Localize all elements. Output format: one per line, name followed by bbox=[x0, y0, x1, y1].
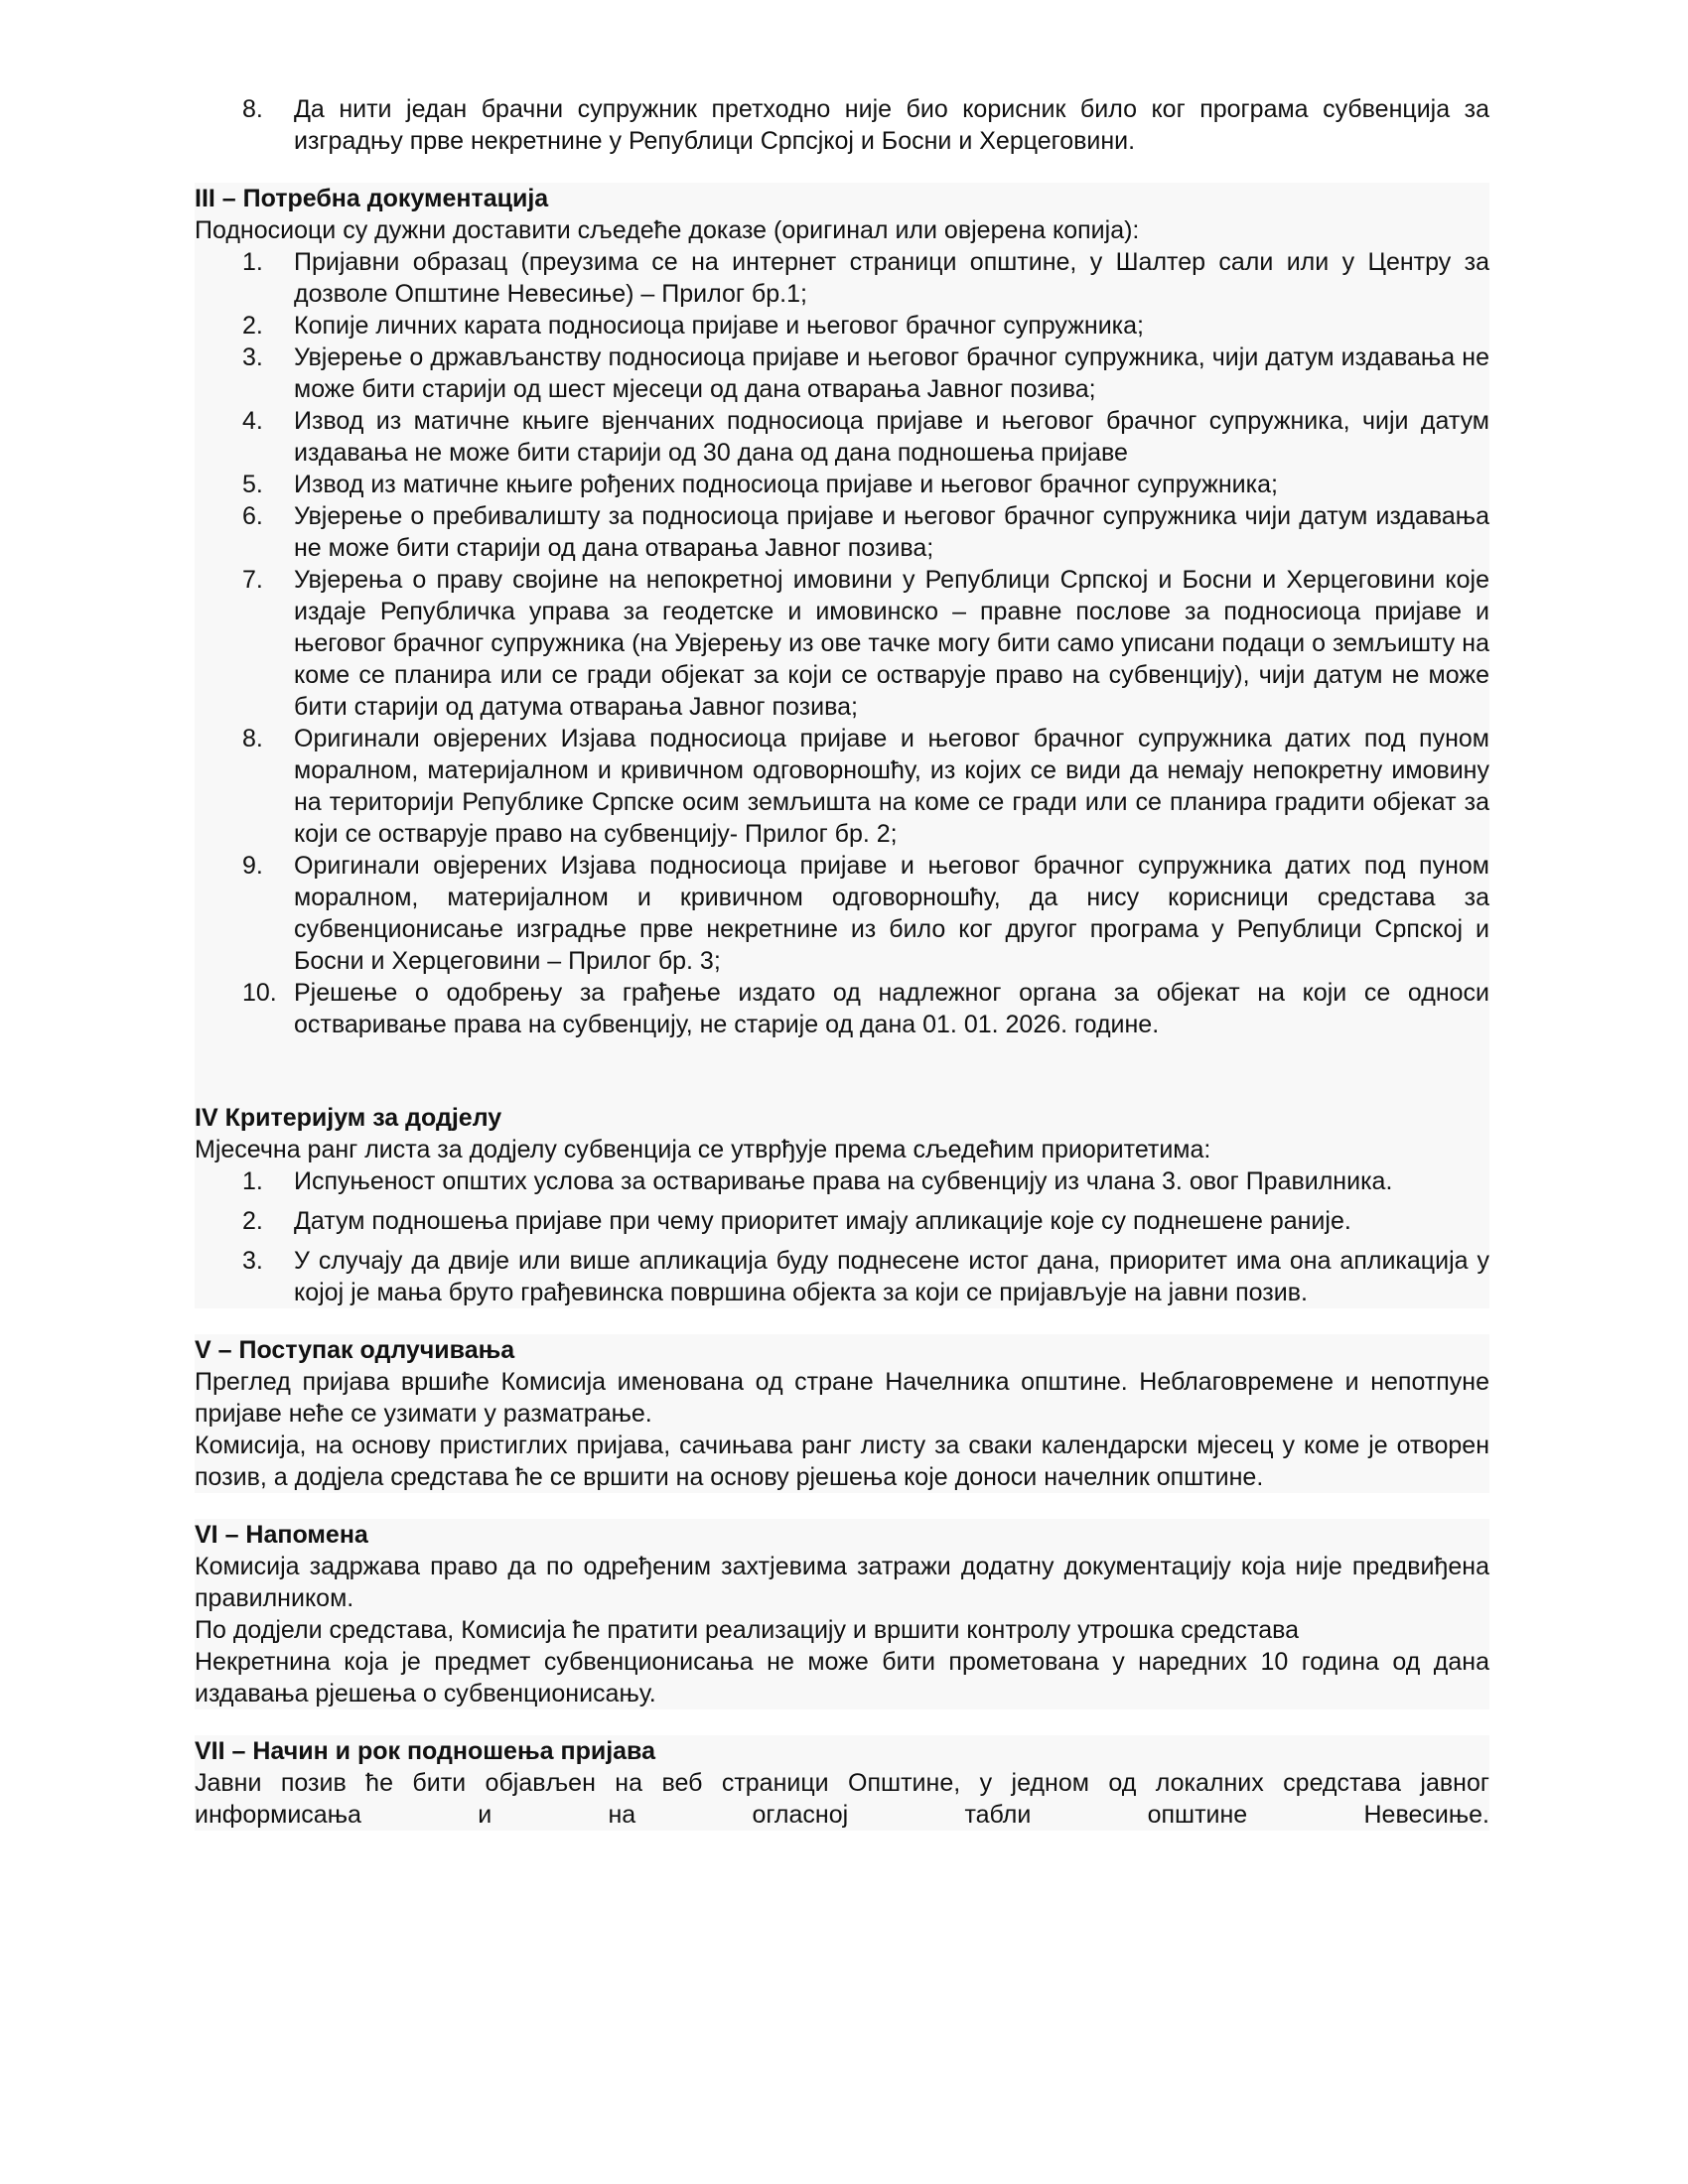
documentation-list bbox=[195, 246, 1489, 1040]
list-item-text: У случају да двије или више апликација буду поднесене истог дана, приоритет има она апликација у којој је мања бруто грађевинска површина објекта за који се пријављује на јавни позив. bbox=[294, 1247, 1489, 1306]
list-item bbox=[195, 469, 1489, 500]
criteria-list bbox=[195, 1165, 1489, 1308]
list-item-text: Извод из матичне књиге рођених подносиоца пријаве и његовог брачног супружника; bbox=[294, 471, 1278, 498]
list-item bbox=[195, 93, 1489, 157]
list-item-number: 3. bbox=[242, 343, 263, 371]
section-heading: VII – Начин и рок подношења пријава bbox=[195, 1737, 656, 1765]
list-item-text: Увјерење о држављанству подносиоца пријаве и његовог брачног супружника, чији датум издавања не може бити старији од шест мјесеци од дана отварања Јавног позива; bbox=[294, 343, 1489, 403]
list-item-number: 8. bbox=[242, 725, 263, 752]
section-heading: VI – Напомена bbox=[195, 1521, 368, 1549]
list-item-number: 7. bbox=[242, 566, 263, 594]
section-criteria bbox=[195, 1102, 1489, 1308]
section-note bbox=[195, 1519, 1489, 1709]
section-paragraph: Комисија, на основу пристиглих пријава, сачињава ранг листу за сваки календарски мјесец у коме је отворен позив, а додјела средстава ће се вршити на основу рјешења које доноси начелник општине. bbox=[195, 1432, 1489, 1491]
section-documentation bbox=[195, 183, 1489, 1102]
list-item bbox=[195, 405, 1489, 469]
list-item-text: Оригинали овјерених Изјава подносиоца пријаве и његовог брачног супружника датих под пуном моралном, материјалном и кривичном одговорношћу, да нису корисници средстава за субвенционисање изградње прве некретнине из било ког другог програма у Републици Српској и Босни и Херцеговини – Прилог бр. 3; bbox=[294, 852, 1489, 975]
list-item-number: 1. bbox=[242, 1167, 263, 1195]
list-item-text: Копије личних карата подносиоца пријаве и његовог брачног супружника; bbox=[294, 312, 1144, 340]
list-item-number: 2. bbox=[242, 1207, 263, 1235]
section-paragraph: Комисија задржава право да по одређеним захтјевима затражи додатну документацију која није предвиђена правилником. bbox=[195, 1553, 1489, 1612]
section-intro: Подносиоци су дужни доставити сљедеће доказе (оригинал или овјерена копија): bbox=[195, 216, 1140, 244]
list-item bbox=[195, 723, 1489, 850]
section-intro: Мјесечна ранг листа за додјелу субвенција се утврђује према сљедећим приоритетима: bbox=[195, 1136, 1211, 1163]
list-item-text: Оригинали овјерених Изјава подносиоца пријаве и његовог брачног супружника датих под пуном моралном, материјалном и кривичном одговорношћу, из којих се види да немају непокретну имовину на територији Републике Српске осим земљишта на коме се гради или се планира градити објекат за који се остварује право на субвенцију- Прилог бр. 2; bbox=[294, 725, 1489, 848]
section-heading: IV Критеријум за додјелу bbox=[195, 1104, 502, 1132]
document-body bbox=[195, 93, 1489, 1831]
list-item-number: 9. bbox=[242, 852, 263, 880]
list-item bbox=[195, 246, 1489, 310]
list-item bbox=[195, 341, 1489, 405]
list-item-number: 6. bbox=[242, 502, 263, 530]
list-item bbox=[195, 500, 1489, 564]
list-item-text: Извод из матичне књиге вјенчаних подносиоца пријаве и његовог брачног супружника, чији датум издавања не може бити старији од 30 дана од дана подношења пријаве bbox=[294, 407, 1489, 467]
section-submission bbox=[195, 1735, 1489, 1831]
section-paragraph: Преглед пријава врши​ће Комисија именована од стране Начелника општине. Неблаговремене и непотпуне пријаве неће се узимати у разматрање. bbox=[195, 1368, 1489, 1428]
section-decision-procedure bbox=[195, 1334, 1489, 1493]
list-item bbox=[195, 1165, 1489, 1197]
previous-conditions-list bbox=[195, 93, 1489, 157]
list-item-number: 2. bbox=[242, 312, 263, 340]
section-paragraph: По додјели средстава, Комисија ће пратити реализацију и вршити контролу утрошка средстава bbox=[195, 1616, 1300, 1644]
list-item-text: Рјешење о одобрењу за грађење издато од надлежног органа за објекат на који се односи остваривање права на субвенцију, не старије од дана 01. 01. 2026. године. bbox=[294, 979, 1489, 1038]
list-item-text: Увјерења о праву својине на непокретној имовини у Републици Српској и Босни и Херцеговини које издаје Републичка управа за геодетске и имовинско – правне послове за подносиоца пријаве и његовог брачног супружника (на Увјерењу из ове тачке могу бити само уписани подаци о земљишту на коме се планира или се гради објекат за који се остварује право на субвенцију), чији датум не може бити старији од датума отварања Јавног позива; bbox=[294, 566, 1489, 721]
list-item-number: 3. bbox=[242, 1247, 263, 1275]
list-item bbox=[195, 564, 1489, 723]
list-item-text: Испуњеност општих услова за остваривање права на субвенцију из члана 3. овог Правилника. bbox=[294, 1167, 1393, 1195]
list-item-text: Увјерење о пребивалишту за подносиоца пријаве и његовог брачног супружника чији датум издавања не може бити старији од дана отварања Јавног позива; bbox=[294, 502, 1489, 562]
list-item-number: 8. bbox=[242, 95, 263, 123]
section-heading: V – Поступак одлучивања bbox=[195, 1336, 515, 1364]
list-item-text: Да нити један брачни супружник претходно није био корисник било ког програма субвенција за изградњу прве некретнине у Републици Српсјкој и Босни и Херцеговини. bbox=[294, 95, 1489, 155]
list-item-number: 4. bbox=[242, 407, 263, 435]
list-item-number: 5. bbox=[242, 471, 263, 498]
list-item-text: Пријавни образац (преузима се на интернет страници општине, у Шалтер сали или у Центру за дозволе Општине Невесиње) – Прилог бр.1; bbox=[294, 248, 1489, 308]
list-item bbox=[195, 1245, 1489, 1308]
list-item-number: 10. bbox=[242, 979, 277, 1007]
section-heading: III – Потребна документација bbox=[195, 185, 549, 212]
section-paragraph: Јавни позив ће бити објављен на веб страници Општине, у једном од локалних средстава јавног информисања и на огласној табли општине Невесиње. bbox=[195, 1769, 1489, 1829]
list-item-number: 1. bbox=[242, 248, 263, 276]
list-item bbox=[195, 850, 1489, 977]
section-paragraph: Некретнина која је предмет субвенционисања не може бити прометована у наредних 10 година од дана издавања рјешења о субвенционисању. bbox=[195, 1648, 1489, 1707]
list-item-text: Датум подношења пријаве при чему приоритет имају апликације које су поднешене раније. bbox=[294, 1207, 1351, 1235]
list-item bbox=[195, 310, 1489, 341]
list-item bbox=[195, 1205, 1489, 1237]
list-item bbox=[195, 977, 1489, 1040]
